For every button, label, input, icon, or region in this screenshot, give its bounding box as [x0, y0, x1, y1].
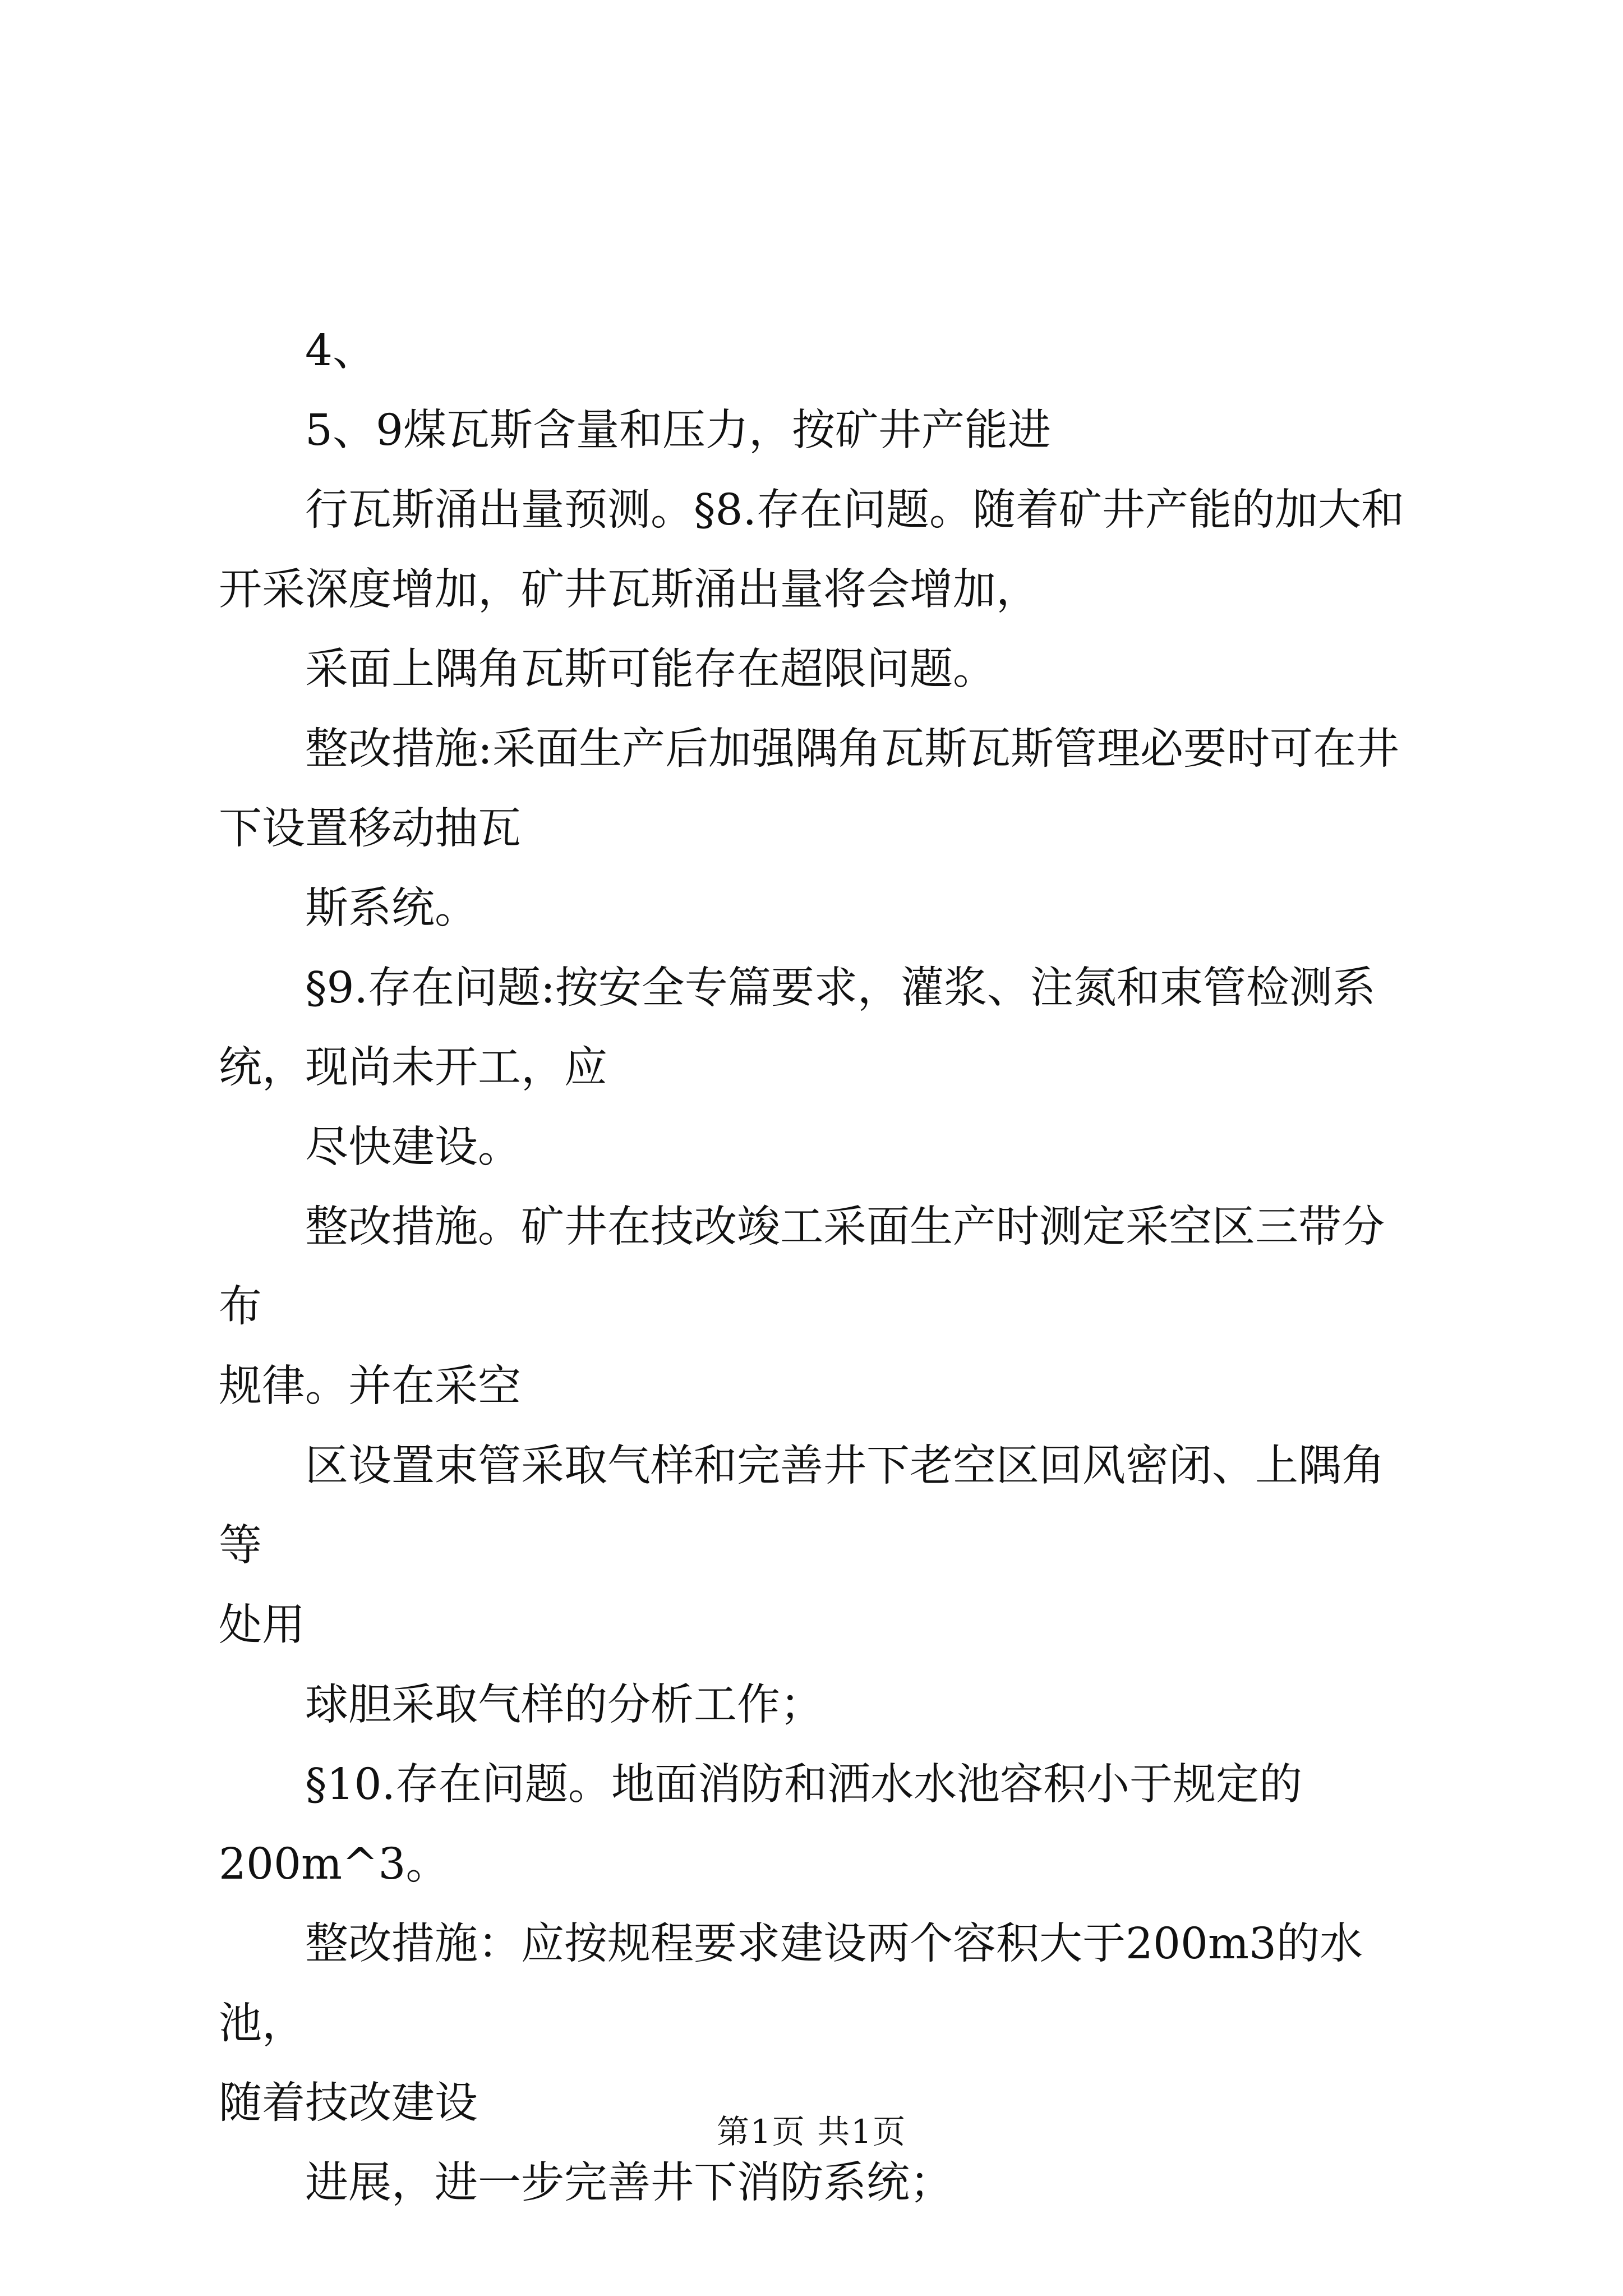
text-line: 200m^3。 — [219, 1839, 449, 1889]
text-line: 采面上隅角瓦斯可能存在超限问题。 — [305, 645, 996, 694]
text-line: 整改措施。矿井在技改竣工采面生产时测定采空区三带分布 — [219, 1202, 1385, 1332]
text-line: 整改措施:采面生产后加强隅角瓦斯瓦斯管理必要时可在井 — [305, 724, 1399, 774]
document-body — [219, 311, 1424, 2223]
text-line: 整改措施：应按规程要求建设两个容积大于200m3的水池， — [219, 1919, 1363, 2049]
text-line: 统，现尚未开工，应 — [219, 1043, 607, 1093]
text-line: 开采深度增加，矿井瓦斯涌出量将会增加， — [219, 565, 1039, 615]
text-line: 进展，进一步完善井下消防系统； — [305, 2158, 953, 2208]
text-line: 斯系统。 — [305, 884, 478, 933]
text-line: §9.存在问题:按安全专篇要求，灌浆、注氮和束管检测系 — [305, 963, 1376, 1013]
text-line: 球胆采取气样的分析工作； — [305, 1680, 823, 1730]
text-line: 规律。并在采空 — [219, 1361, 521, 1411]
text-line: 下设置移动抽瓦 — [219, 804, 521, 854]
text-line: 区设置束管采取气样和完善井下老空区回风密闭、上隅角等 — [219, 1441, 1385, 1571]
text-line: 行瓦斯涌出量预测。§8.存在问题。随着矿井产能的加大和 — [305, 485, 1404, 535]
text-line: 尽快建设。 — [305, 1122, 521, 1172]
page-number-footer: 第1页 共1页 — [716, 2113, 907, 2151]
text-line: 处用 — [219, 1600, 305, 1650]
text-line: 4、 — [305, 326, 376, 376]
text-line: §10.存在问题。地面消防和洒水水池容积小于规定的 — [305, 1760, 1302, 1810]
text-line: 随着技改建设 — [219, 2078, 478, 2128]
text-line: 5、9煤瓦斯含量和压力，按矿井产能进 — [305, 406, 1051, 455]
